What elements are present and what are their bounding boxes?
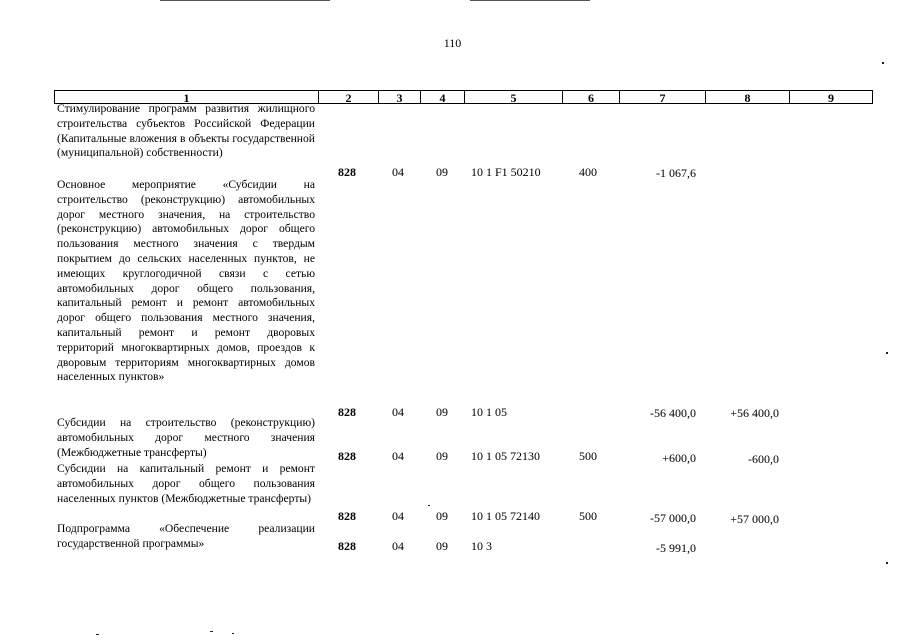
page-number: 110 [443, 36, 462, 50]
cell-amount-8: +56 400,0 [730, 406, 779, 420]
cell-expense-type: 400 [579, 165, 597, 179]
cell-admin-code: 828 [338, 449, 356, 463]
column-header-3: 3 [378, 90, 420, 104]
cell-section: 04 [392, 539, 404, 553]
cell-amount-7: -57 000,0 [650, 511, 696, 525]
cell-target-article: 10 1 05 72130 [471, 449, 540, 463]
cell-target-article: 10 1 05 72140 [471, 509, 540, 523]
cell-admin-code: 828 [338, 165, 356, 179]
cell-amount-7: +600,0 [662, 451, 696, 465]
cell-amount-7: -56 400,0 [650, 406, 696, 420]
cell-subsection: 09 [436, 539, 448, 553]
cell-section: 04 [392, 405, 404, 419]
scan-speck [882, 62, 884, 64]
cell-subsection: 09 [436, 165, 448, 179]
cell-amount-7: -1 067,6 [656, 166, 696, 180]
column-header-1: 1 [54, 90, 318, 104]
cell-subsection: 09 [436, 405, 448, 419]
column-header-4: 4 [420, 90, 464, 104]
column-header-8: 8 [705, 90, 789, 104]
cell-admin-code: 828 [338, 509, 356, 523]
cell-section: 04 [392, 509, 404, 523]
cell-target-article: 10 1 05 [471, 405, 507, 419]
cell-amount-8: -600,0 [748, 452, 779, 466]
cell-section: 04 [392, 165, 404, 179]
cell-section: 04 [392, 449, 404, 463]
scan-speck [886, 562, 888, 564]
column-header-7: 7 [619, 90, 705, 104]
scan-edge-line [470, 0, 590, 1]
cell-target-article: 10 1 F1 50210 [471, 165, 541, 179]
cell-amount-7: -5 991,0 [656, 541, 696, 555]
column-header-6: 6 [562, 90, 619, 104]
cell-subsection: 09 [436, 509, 448, 523]
column-header-5: 5 [464, 90, 562, 104]
scan-speck [232, 633, 234, 634]
row-description: Стимулирование программ развития жилищного строительства субъектов Российской Федерации (Капитальные вложения в объекты государственной (муниципальной) собственности) [57, 102, 315, 160]
scan-speck [886, 352, 888, 354]
scan-speck [96, 634, 99, 635]
cell-expense-type: 500 [579, 449, 597, 463]
cell-amount-8: +57 000,0 [730, 512, 779, 526]
cell-target-article: 10 3 [471, 539, 492, 553]
row-description: Субсидии на строительство (реконструкцию) автомобильных дорог местного значения (Межбюджетные трансферты) [57, 416, 315, 459]
scan-speck [428, 505, 430, 506]
row-description: Подпрограмма «Обеспечение реализации государственной программы» [57, 522, 315, 550]
scan-speck [210, 631, 213, 632]
cell-admin-code: 828 [338, 405, 356, 419]
cell-expense-type: 500 [579, 509, 597, 523]
row-description: Основное мероприятие «Субсидии на строительство (реконструкцию) автомобильных дорог местного значения, на строительство (реконструкцию) автомобильных дорог общего пользования местного значения с твердым покрытием до сельских населенных пунктов, не имеющих круглогодичной связи с сетью автомобильных дорог общего пользования, капитальный ремонт и ремонт автомобильных дорог общего пользования местного значения, капитальный ремонт и ремонт дворовых территорий многоквартирных домов, проездов к дворовым территориям многоквартирных домов населенных пунктов» [57, 178, 315, 384]
column-header-2: 2 [318, 90, 378, 104]
scan-edge-line [160, 0, 330, 1]
cell-subsection: 09 [436, 449, 448, 463]
column-header-9: 9 [789, 90, 873, 104]
cell-admin-code: 828 [338, 539, 356, 553]
row-description: Субсидии на капитальный ремонт и ремонт автомобильных дорог общего пользования населенных пунктов (Межбюджетные трансферты) [57, 462, 315, 505]
